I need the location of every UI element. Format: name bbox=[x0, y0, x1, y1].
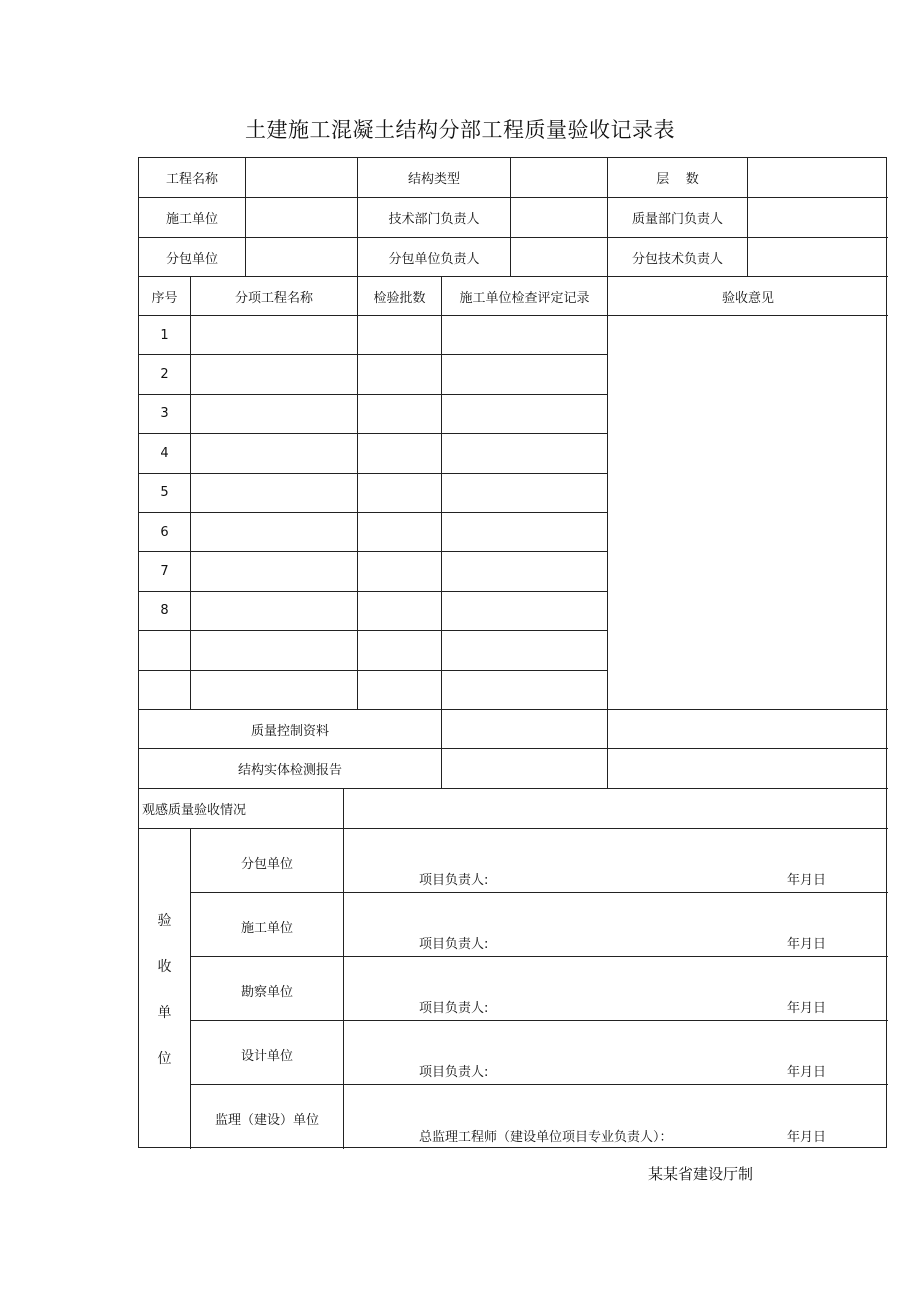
structure-type-value[interactable] bbox=[511, 158, 608, 198]
item-row-name[interactable] bbox=[191, 671, 358, 710]
item-row-inspection-record[interactable] bbox=[442, 434, 608, 473]
col-header-batch-count: 检验批数 bbox=[358, 277, 442, 316]
item-row-inspection-record[interactable] bbox=[442, 513, 608, 552]
item-row-inspection-record[interactable] bbox=[442, 671, 608, 710]
acceptance-unit-signature-area[interactable] bbox=[344, 1021, 888, 1085]
date-label: 年月日 bbox=[787, 1001, 827, 1016]
item-row-inspection-record[interactable] bbox=[442, 474, 608, 513]
vertical-char-1: 验 bbox=[157, 913, 172, 929]
item-row-index: 3 bbox=[139, 395, 191, 434]
acceptance-opinion-area[interactable] bbox=[608, 316, 888, 710]
construction-unit-value[interactable] bbox=[246, 198, 358, 238]
date-label: 年月日 bbox=[787, 1130, 827, 1145]
item-row-name[interactable] bbox=[191, 355, 358, 394]
item-row-index bbox=[139, 631, 191, 670]
acceptance-unit-name: 施工单位 bbox=[191, 893, 344, 957]
item-row-index: 2 bbox=[139, 355, 191, 394]
date-label: 年月日 bbox=[787, 873, 827, 888]
acceptance-form bbox=[138, 157, 887, 1148]
item-row-inspection-record[interactable] bbox=[442, 552, 608, 591]
floors-label: 层 数 bbox=[608, 158, 748, 198]
date-label: 年月日 bbox=[787, 937, 827, 952]
signer-label: 项目负责人: bbox=[419, 1001, 489, 1016]
col-header-item-name: 分项工程名称 bbox=[191, 277, 358, 316]
subcontractor-tech-head-label: 分包技术负责人 bbox=[608, 238, 748, 277]
item-row-inspection-record[interactable] bbox=[442, 592, 608, 631]
item-row-batch-count[interactable] bbox=[358, 513, 442, 552]
acceptance-unit-signature-area[interactable] bbox=[344, 957, 888, 1021]
vertical-char-2: 收 bbox=[157, 959, 172, 975]
quality-dept-head-value[interactable] bbox=[748, 198, 888, 238]
item-row-index: 7 bbox=[139, 552, 191, 591]
item-row-batch-count[interactable] bbox=[358, 552, 442, 591]
item-row-index: 6 bbox=[139, 513, 191, 552]
entity-test-record[interactable] bbox=[442, 749, 608, 789]
signer-label: 总监理工程师（建设单位项目专业负责人）： bbox=[419, 1130, 673, 1145]
subcontractor-tech-head-value[interactable] bbox=[748, 238, 888, 277]
item-row-batch-count[interactable] bbox=[358, 355, 442, 394]
entity-test-label: 结构实体检测报告 bbox=[139, 749, 442, 789]
item-row-inspection-record[interactable] bbox=[442, 631, 608, 670]
acceptance-unit-name: 勘察单位 bbox=[191, 957, 344, 1021]
col-header-acceptance-opinion: 验收意见 bbox=[608, 277, 888, 316]
item-row-index: 5 bbox=[139, 474, 191, 513]
item-row-batch-count[interactable] bbox=[358, 592, 442, 631]
acceptance-unit-signature-area[interactable] bbox=[344, 893, 888, 957]
project-name-value[interactable] bbox=[246, 158, 358, 198]
subcontractor-head-value[interactable] bbox=[511, 238, 608, 277]
item-row-index bbox=[139, 671, 191, 710]
vertical-char-4: 位 bbox=[157, 1051, 172, 1067]
acceptance-unit-name: 设计单位 bbox=[191, 1021, 344, 1085]
tech-dept-head-value[interactable] bbox=[511, 198, 608, 238]
quality-dept-head-label: 质量部门负责人 bbox=[608, 198, 748, 238]
structure-type-label: 结构类型 bbox=[358, 158, 511, 198]
quality-control-label: 质量控制资料 bbox=[139, 710, 442, 749]
item-row-batch-count[interactable] bbox=[358, 434, 442, 473]
quality-control-record[interactable] bbox=[442, 710, 608, 749]
item-row-name[interactable] bbox=[191, 552, 358, 591]
appearance-label: 观感质量验收情况 bbox=[139, 789, 344, 829]
signer-label: 项目负责人: bbox=[419, 873, 489, 888]
item-row-batch-count[interactable] bbox=[358, 474, 442, 513]
project-name-label: 工程名称 bbox=[139, 158, 246, 198]
tech-dept-head-label: 技术部门负责人 bbox=[358, 198, 511, 238]
item-row-name[interactable] bbox=[191, 513, 358, 552]
subcontractor-value[interactable] bbox=[246, 238, 358, 277]
floors-value[interactable] bbox=[748, 158, 888, 198]
item-row-name[interactable] bbox=[191, 631, 358, 670]
col-header-inspection-record: 施工单位检查评定记录 bbox=[442, 277, 608, 316]
item-row-batch-count[interactable] bbox=[358, 395, 442, 434]
item-row-name[interactable] bbox=[191, 316, 358, 355]
signer-label: 项目负责人: bbox=[419, 937, 489, 952]
item-row-inspection-record[interactable] bbox=[442, 395, 608, 434]
acceptance-unit-signature-area[interactable] bbox=[344, 1085, 888, 1149]
item-row-name[interactable] bbox=[191, 434, 358, 473]
acceptance-unit-name: 监理（建设）单位 bbox=[191, 1085, 344, 1149]
item-row-name[interactable] bbox=[191, 395, 358, 434]
col-header-index: 序号 bbox=[139, 277, 191, 316]
item-row-index: 8 bbox=[139, 592, 191, 631]
item-row-inspection-record[interactable] bbox=[442, 355, 608, 394]
vertical-char-3: 单 bbox=[157, 1005, 172, 1021]
quality-control-opinion[interactable] bbox=[608, 710, 888, 749]
issuer-footer: 某某省建设厅制 bbox=[648, 1165, 754, 1183]
item-row-index: 1 bbox=[139, 316, 191, 355]
item-row-inspection-record[interactable] bbox=[442, 316, 608, 355]
item-row-index: 4 bbox=[139, 434, 191, 473]
acceptance-units-vertical-label bbox=[139, 829, 191, 1149]
appearance-value[interactable] bbox=[344, 789, 888, 829]
subcontractor-label: 分包单位 bbox=[139, 238, 246, 277]
item-row-name[interactable] bbox=[191, 592, 358, 631]
acceptance-unit-signature-area[interactable] bbox=[344, 829, 888, 893]
entity-test-opinion[interactable] bbox=[608, 749, 888, 789]
date-label: 年月日 bbox=[787, 1065, 827, 1080]
construction-unit-label: 施工单位 bbox=[139, 198, 246, 238]
acceptance-unit-name: 分包单位 bbox=[191, 829, 344, 893]
item-row-batch-count[interactable] bbox=[358, 316, 442, 355]
signer-label: 项目负责人: bbox=[419, 1065, 489, 1080]
subcontractor-head-label: 分包单位负责人 bbox=[358, 238, 511, 277]
item-row-batch-count[interactable] bbox=[358, 631, 442, 670]
item-row-name[interactable] bbox=[191, 474, 358, 513]
page-title: 土建施工混凝土结构分部工程质量验收记录表 bbox=[245, 118, 675, 142]
item-row-batch-count[interactable] bbox=[358, 671, 442, 710]
